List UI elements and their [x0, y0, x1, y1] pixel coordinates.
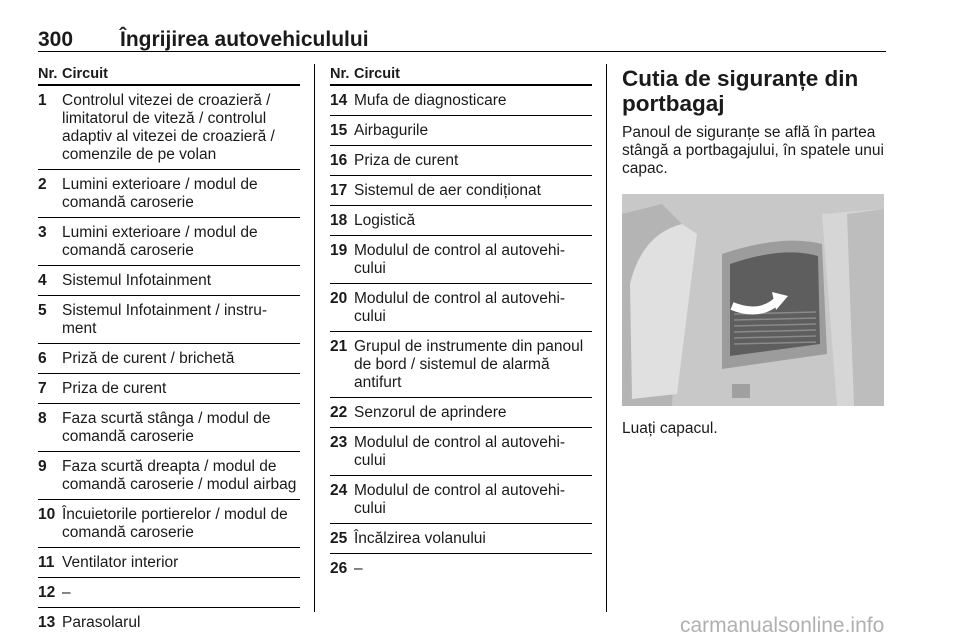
circuit-name: Încălzirea volanului: [354, 530, 486, 547]
fuse-number: 6: [38, 350, 47, 367]
fuse-number: 3: [38, 224, 47, 241]
fuse-number: 26: [330, 560, 348, 577]
table-row: [330, 236, 592, 284]
header-nr: Nr.: [330, 66, 350, 82]
fuse-number: 21: [330, 338, 348, 355]
circuit-name: Modulul de control al autovehi- cului: [354, 434, 566, 469]
fuse-number: 11: [38, 554, 55, 571]
table-row: [38, 296, 300, 344]
circuit-name: Sistemul de aer condiționat: [354, 182, 541, 199]
table-row: [38, 266, 300, 296]
circuit-name: Priza de curent: [354, 152, 459, 169]
circuit-name: Logistică: [354, 212, 416, 229]
section-title: Cutia de siguranțe din portbagaj: [622, 66, 859, 116]
fuse-box-section: [622, 64, 890, 438]
circuit-name: Modulul de control al autovehi- cului: [354, 482, 566, 517]
trunk-fuse-cover-photo: [622, 194, 884, 406]
fuse-number: 8: [38, 410, 47, 427]
table-row: [38, 608, 300, 637]
fuse-number: 10: [38, 506, 56, 523]
table-row: [38, 170, 300, 218]
circuit-name: –: [62, 584, 71, 601]
fuse-number: 19: [330, 242, 348, 259]
circuit-name: Lumini exterioare / modul de comandă caroserie: [62, 176, 258, 211]
table-row: [38, 344, 300, 374]
circuit-name: Priza de curent: [62, 380, 167, 397]
fuse-number: 23: [330, 434, 348, 451]
circuit-name: Faza scurtă dreapta / modul de comandă caroserie / modul airbag: [62, 458, 297, 493]
fuse-number: 14: [330, 92, 348, 109]
circuit-name: Ventilator interior: [62, 554, 179, 571]
fuse-number: 5: [38, 302, 47, 319]
circuit-name: Sistemul Infotainment: [62, 272, 212, 289]
fuse-number: 9: [38, 458, 47, 475]
table-header: [38, 64, 300, 86]
table-row: [38, 500, 300, 548]
column-divider: [314, 64, 315, 612]
fuse-number: 25: [330, 530, 348, 547]
table-row: [330, 476, 592, 524]
fuse-number: 17: [330, 182, 348, 199]
circuit-name: Încuietorile portierelor / modul de comandă caroserie: [62, 506, 288, 541]
column-divider: [606, 64, 607, 612]
table-row: [38, 404, 300, 452]
fuse-number: 2: [38, 176, 47, 193]
fuse-number: 16: [330, 152, 348, 169]
circuit-name: Sistemul Infotainment / instru- ment: [62, 302, 268, 337]
fuse-table-1: [38, 64, 300, 637]
circuit-name: Grupul de instrumente din panoul de bord / sistemul de alarmă antifurt: [354, 338, 584, 391]
table-row: [330, 398, 592, 428]
table-row: [330, 428, 592, 476]
circuit-name: Lumini exterioare / modul de comandă caroserie: [62, 224, 258, 259]
table-row: [330, 554, 592, 583]
circuit-name: Modulul de control al autovehi- cului: [354, 290, 566, 325]
circuit-name: Modulul de control al autovehi- cului: [354, 242, 566, 277]
header-circuit: Circuit: [62, 66, 108, 82]
table-row: [330, 146, 592, 176]
watermark: carmanualsonline.info: [680, 614, 885, 637]
fuse-number: 22: [330, 404, 348, 421]
table-row: [330, 284, 592, 332]
fuse-table-2: [330, 64, 592, 583]
table-row: [38, 548, 300, 578]
table-row: [38, 374, 300, 404]
fuse-number: 1: [38, 92, 47, 109]
table-row: [38, 452, 300, 500]
circuit-name: Controlul vitezei de croazieră / limitatorul de viteză / controlul adaptiv al vitezei de croazieră / comenzile de pe volan: [62, 92, 275, 163]
page-number: 300: [38, 28, 74, 51]
circuit-name: Airbagurile: [354, 122, 429, 139]
photo-caption: Luați capacul.: [622, 420, 718, 437]
circuit-name: Parasolarul: [62, 614, 141, 631]
header-circuit: Circuit: [354, 66, 400, 82]
fuse-number: 12: [38, 584, 56, 601]
page-header: [38, 14, 886, 52]
fuse-number: 4: [38, 272, 47, 289]
section-paragraph: Panoul de siguranțe se află în partea stângă a portbagajului, în spatele unui capac.: [622, 124, 884, 177]
table-row: [38, 578, 300, 608]
table-row: [38, 86, 300, 170]
fuse-number: 13: [38, 614, 56, 631]
table-row: [330, 116, 592, 146]
table-row: [38, 218, 300, 266]
circuit-name: Mufa de diagnosticare: [354, 92, 507, 109]
fuse-number: 24: [330, 482, 348, 499]
table-header: [330, 64, 592, 86]
fuse-number: 15: [330, 122, 348, 139]
chapter-title: Îngrijirea autovehiculului: [120, 28, 369, 51]
table-row: [330, 332, 592, 398]
circuit-name: –: [354, 560, 363, 577]
table-row: [330, 524, 592, 554]
fuse-number: 18: [330, 212, 348, 229]
circuit-name: Priză de curent / brichetă: [62, 350, 235, 367]
fuse-number: 20: [330, 290, 348, 307]
table-row: [330, 86, 592, 116]
circuit-name: Faza scurtă stânga / modul de comandă caroserie: [62, 410, 271, 445]
header-nr: Nr.: [38, 66, 58, 82]
circuit-name: Senzorul de aprindere: [354, 404, 507, 421]
fuse-number: 7: [38, 380, 47, 397]
table-row: [330, 176, 592, 206]
table-row: [330, 206, 592, 236]
